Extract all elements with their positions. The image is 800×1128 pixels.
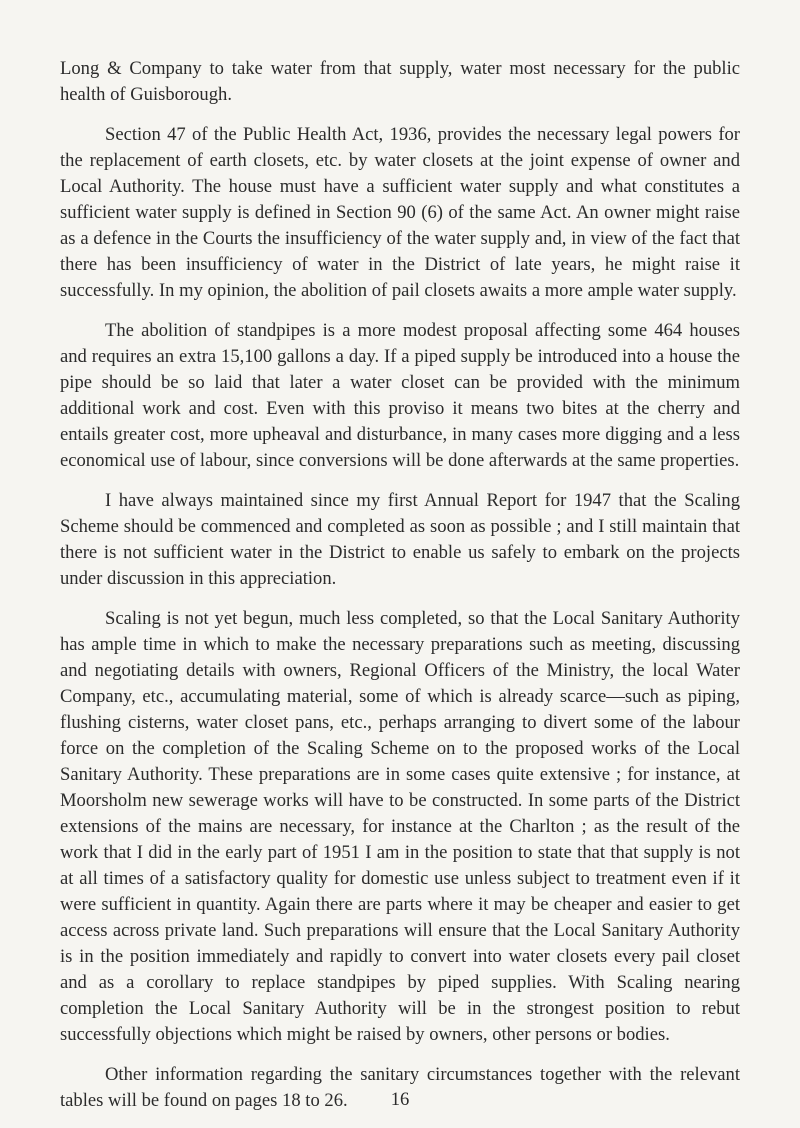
paragraph-preparations: Scaling is not yet begun, much less completed, so that the Local Sanitary Authority has ample time in which to make the necessary preparations such as meeting, discussing and negotiating details with owners, Regional Officers of the Ministry, the local Water Company, etc., accumulating material, some of which is already scarce—such as piping, flushing cisterns, water closet pans, etc., perhaps arranging to divert some of the labour force on the completion of the Scaling Scheme on to the proposed works of the Local Sanitary Authority. These preparations are in some cases quite extensive ; for instance, at Moorsholm new sewerage works will have to be constructed. In some parts of the District extensions of the mains are necessary, for instance at the Charlton ; as the result of the work that I did in the early part of 1951 I am in the position to state that that supply is not at all times of a satisfactory quality for domestic use unless subject to treatment even if it were sufficient in quantity. Again there are parts where it may be cheaper and easier to get access across private land. Such preparations will ensure that the Local Sanitary Authority is in the position immediately and rapidly to convert into water closets every pail closet and as a corollary to replace standpipes by piped supplies. With Scaling nearing completion the Local Sanitary Authority will be in the strongest position to rebut successfully objections which might be raised by owners, other persons or bodies. xyxy=(60,608,740,1045)
paragraph-continuation: Long & Company to take water from that supply, water most necessary for the public health of Guisborough. xyxy=(60,58,740,105)
paragraph-scaling-scheme: I have always maintained since my first Annual Report for 1947 that the Scaling Scheme should be commenced and completed as soon as possible ; and I still maintain that there is not sufficient water in the District to enable us safely to embark on the projects under discussion in this appreciation. xyxy=(60,490,740,589)
page-number: 16 xyxy=(390,1089,410,1110)
paragraph-standpipes: The abolition of standpipes is a more modest proposal affecting some 464 houses and requires an extra 15,100 gallons a day. If a piped supply be introduced into a house the pipe should be so laid that later a water closet can be provided with the minimum additional work and cost. Even with this proviso it means two bites at the cherry and entails greater cost, more upheaval and disturbance, in many cases more digging and a less economical use of labour, since conversions will be done afterwards at the same properties. xyxy=(60,320,740,471)
paragraph-other-information: Other information regarding the sanitary circumstances together with the relevant tables will be found on pages 18 to 26. xyxy=(60,1064,740,1111)
paragraph-public-health-act: Section 47 of the Public Health Act, 1936, provides the necessary legal powers for the replacement of earth closets, etc. by water closets at the joint expense of owner and Local Authority. The house must have a sufficient water supply and what constitutes a sufficient water supply is defined in Section 90 (6) of the same Act. An owner might raise as a defence in the Courts the insufficiency of the water supply and, in view of the fact that there has been insufficiency of water in the District of late years, he might raise it successfully. In my opinion, the abolition of pail closets awaits a more ample water supply. xyxy=(60,124,740,301)
document-page xyxy=(60,56,740,1128)
